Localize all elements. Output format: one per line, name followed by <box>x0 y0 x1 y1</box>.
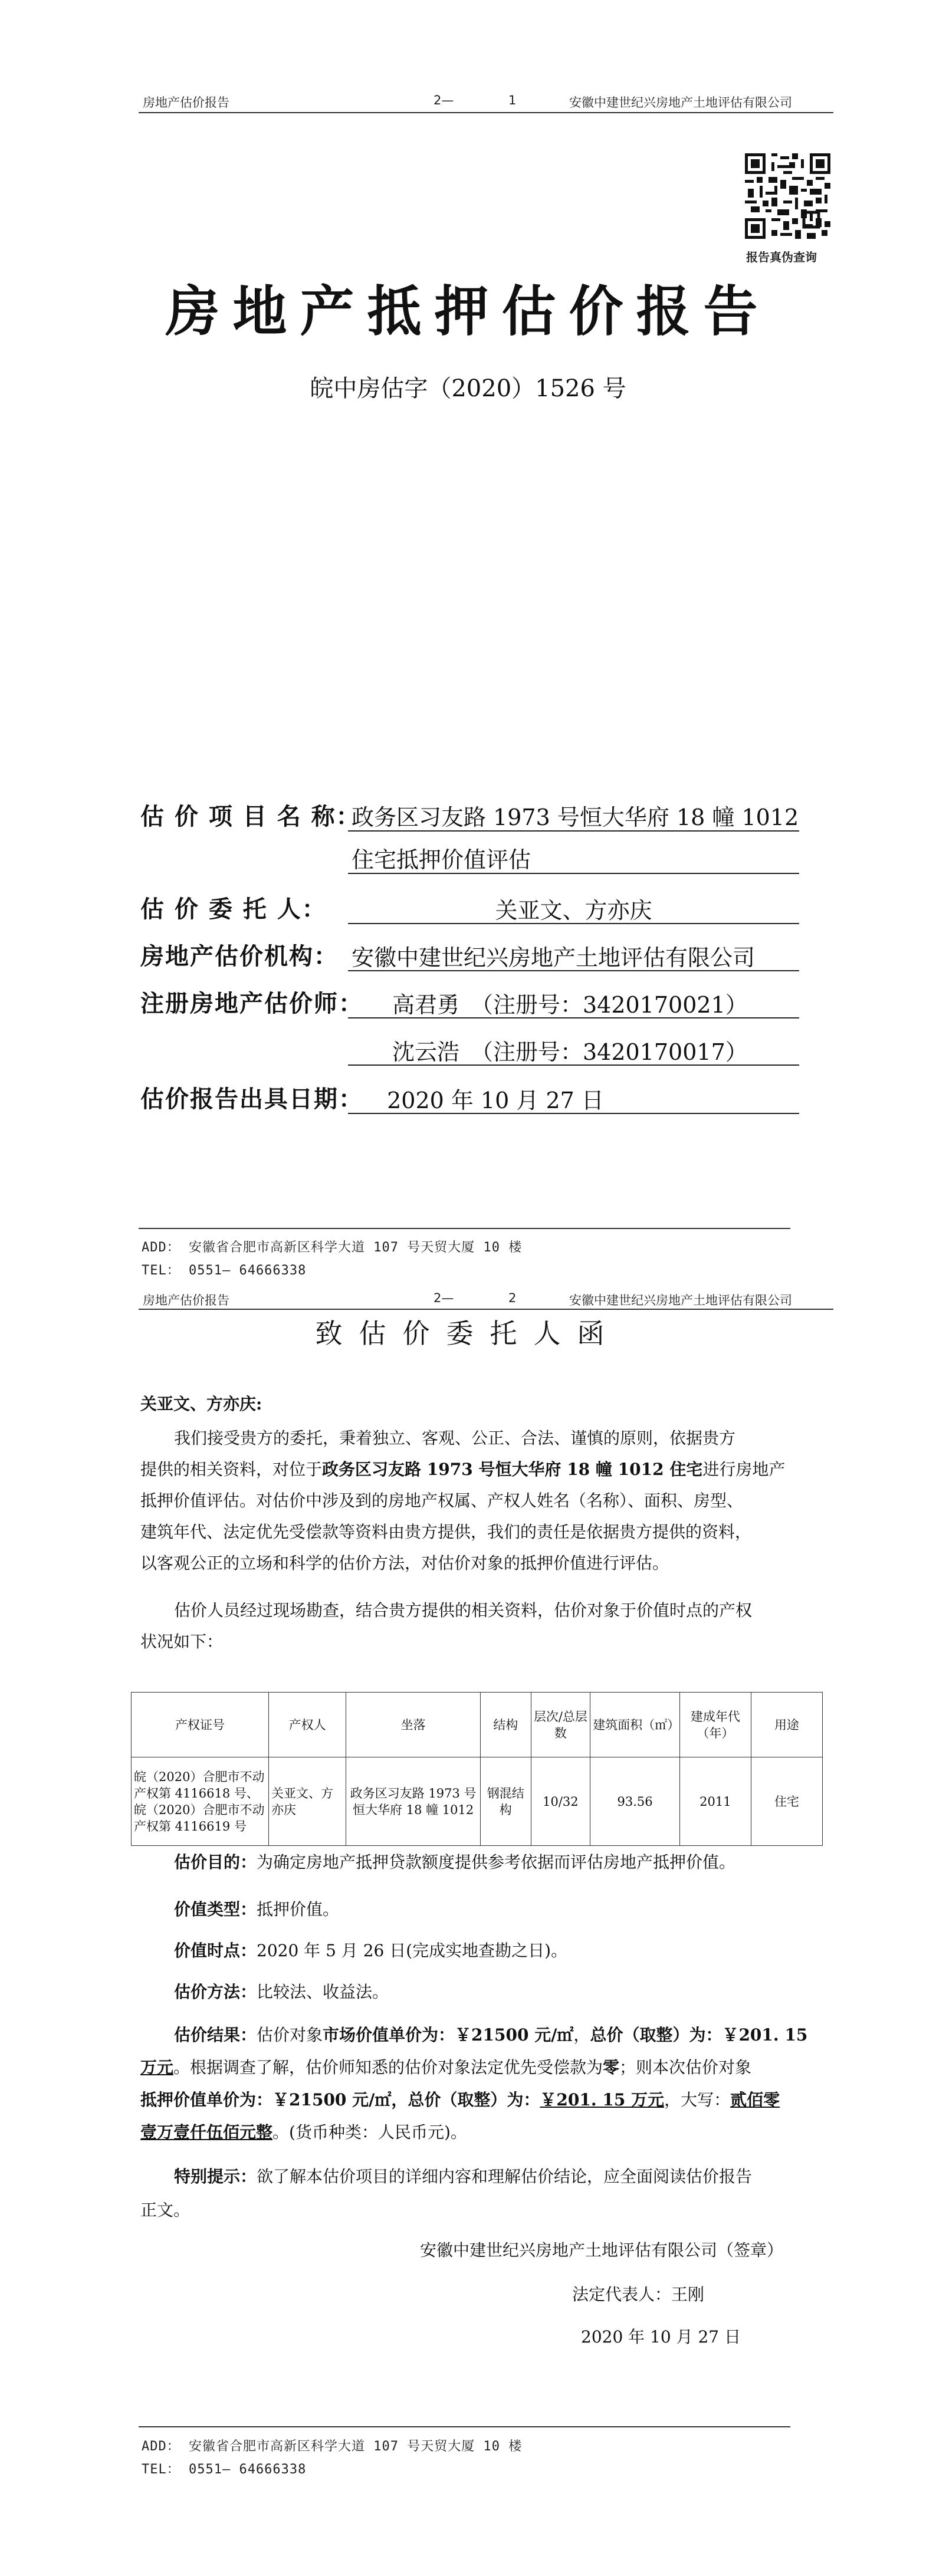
paragraph-2-line-2: 状况如下： <box>140 1632 224 1651</box>
footer-tel-2: TEL： 0551— 64666338 <box>142 2462 307 2477</box>
table-header-cell: 坐落 <box>346 1693 481 1757</box>
note-line-2: 正文。 <box>140 2200 191 2220</box>
table-header-cell: 用途 <box>751 1693 822 1757</box>
property-table <box>131 1692 823 1846</box>
client-underline <box>348 923 799 924</box>
paragraph-1-line-3: 抵押价值评估。对估价中涉及到的房地产权属、产权人姓名（名称）、面积、房型、 <box>140 1491 744 1510</box>
value-type-line: 价值类型：抵押价值。 <box>174 1900 340 1919</box>
header2-left: 房地产估价报告 <box>143 1293 229 1307</box>
table-header-cell: 产权人 <box>268 1693 346 1757</box>
footer-address-1: ADD： 安徽省合肥市高新区科学大道 107 号天贸大厦 10 楼 <box>142 1240 523 1255</box>
header2-page-number: 2 <box>508 1291 517 1305</box>
value-date-line: 价值时点：2020 年 5 月 26 日(完成实地查勘之日)。 <box>174 1941 568 1960</box>
signature-company: 安徽中建世纪兴房地产土地评估有限公司（签章） <box>420 2240 784 2260</box>
paragraph-1-line-2: 提供的相关资料，对位于政务区习友路 1973 号恒大华府 18 幢 1012 住宅进行房地产 <box>140 1460 786 1479</box>
table-header-cell: 产权证号 <box>132 1693 269 1757</box>
appraiser-2: 沈云浩 （注册号：3420170017） <box>392 1039 748 1065</box>
table-cell: 钢混结构 <box>481 1757 531 1846</box>
header2-divider <box>139 1309 833 1310</box>
report-title: 房地产抵押估价报告 <box>165 280 771 343</box>
salutation: 关亚文、方亦庆: <box>140 1394 262 1414</box>
result-line-2: 万元。根据调查了解，估价师知悉的估价对象法定优先受偿款为零；则本次估价对象 <box>140 2058 752 2077</box>
paragraph-1-line-5: 以客观公正的立场和科学的估价方法，对估价对象的抵押价值进行评估。 <box>140 1553 669 1573</box>
signature-representative: 法定代表人：王刚 <box>572 2285 705 2304</box>
header-right: 安徽中建世纪兴房地产土地评估有限公司 <box>569 96 792 110</box>
header-divider <box>139 112 833 113</box>
table-header-cell: 结构 <box>481 1693 531 1757</box>
table-header-cell: 建成年代（年） <box>679 1693 751 1757</box>
qr-code-icon <box>745 153 830 239</box>
note-line-1: 特别提示：欲了解本估价项目的详细内容和理解估价结论，应全面阅读估价报告 <box>174 2167 753 2186</box>
header-page-prefix: 2— <box>433 93 454 107</box>
appraiser-label: 注册房地产估价师： <box>140 990 363 1017</box>
table-cell: 皖（2020）合肥市不动产权第 4116618 号、皖（2020）合肥市不动产权第 4116619 号 <box>132 1757 269 1846</box>
paragraph-2-line-1: 估价人员经过现场勘查，结合贵方提供的相关资料，估价对象于价值时点的产权 <box>174 1601 753 1620</box>
result-line-4: 壹万壹仟伍佰元整。(货币种类：人民币元)。 <box>140 2122 467 2142</box>
appraiser-1: 高君勇 （注册号：3420170021） <box>392 992 748 1018</box>
result-line-3: 抵押价值单价为：￥21500 元/㎡，总价（取整）为：￥201. 15 万元，大写：贰佰零 <box>140 2090 780 2110</box>
qr-caption: 报告真伪查询 <box>746 250 817 264</box>
signature-date: 2020 年 10 月 27 日 <box>581 2327 741 2347</box>
table-header-cell: 层次/总层数 <box>531 1693 590 1757</box>
footer-divider-1 <box>139 1228 790 1229</box>
agency-underline <box>348 970 799 971</box>
result-line-1: 估价结果：估价对象市场价值单价为：￥21500 元/㎡，总价（取整）为：￥201. 15 <box>174 2025 808 2045</box>
project-name-value-line1: 政务区习友路 1973 号恒大华府 18 幢 1012 <box>352 804 799 830</box>
project-name-underline-2 <box>348 873 799 874</box>
table-cell: 政务区习友路 1973 号恒大华府 18 幢 1012 <box>346 1757 481 1846</box>
paragraph-1-line-1: 我们接受贵方的委托，秉着独立、客观、公正、合法、谨慎的原则，依据贵方 <box>174 1428 736 1448</box>
project-name-label: 估 价 项 目 名 称： <box>140 803 361 830</box>
header-left: 房地产估价报告 <box>143 96 229 110</box>
document-number: 皖中房估字（2020）1526 号 <box>310 375 626 402</box>
header2-right: 安徽中建世纪兴房地产土地评估有限公司 <box>569 1293 792 1307</box>
paragraph-1-line-4: 建筑年代、法定优先受偿款等资料由贵方提供，我们的责任是依据贵方提供的资料， <box>140 1522 752 1542</box>
report-date-value: 2020 年 10 月 27 日 <box>387 1087 604 1113</box>
table-cell: 住宅 <box>751 1757 822 1846</box>
table-header-row <box>132 1693 823 1757</box>
purpose-line: 估价目的：为确定房地产抵押贷款额度提供参考依据而评估房地产抵押价值。 <box>174 1852 736 1872</box>
client-label: 估 价 委 托 人： <box>140 896 327 923</box>
table-cell: 2011 <box>679 1757 751 1846</box>
table-cell: 关亚文、方亦庆 <box>268 1757 346 1846</box>
footer-address-2: ADD： 安徽省合肥市高新区科学大道 107 号天贸大厦 10 楼 <box>142 2439 523 2454</box>
letter-title: 致估价委托人函 <box>315 1317 621 1349</box>
project-name-underline-1 <box>348 830 799 832</box>
table-cell: 10/32 <box>531 1757 590 1846</box>
footer-divider-2 <box>139 2426 790 2427</box>
table-row <box>132 1757 823 1846</box>
table-cell: 93.56 <box>590 1757 680 1846</box>
report-date-underline <box>348 1113 799 1114</box>
agency-label: 房地产估价机构： <box>140 943 339 970</box>
appraiser-underline-1 <box>348 1017 799 1018</box>
report-date-label: 估价报告出具日期： <box>140 1086 363 1113</box>
client-value: 关亚文、方亦庆 <box>495 898 652 924</box>
table-header-cell: 建筑面积（㎡） <box>590 1693 680 1757</box>
header2-page-prefix: 2— <box>433 1291 454 1305</box>
agency-value: 安徽中建世纪兴房地产土地评估有限公司 <box>352 945 756 971</box>
method-line: 估价方法：比较法、收益法。 <box>174 1982 389 2002</box>
appraiser-underline-2 <box>348 1064 799 1066</box>
project-name-value-line2: 住宅抵押价值评估 <box>352 847 531 873</box>
header-page-number: 1 <box>508 93 517 107</box>
footer-tel-1: TEL： 0551— 64666338 <box>142 1263 307 1278</box>
